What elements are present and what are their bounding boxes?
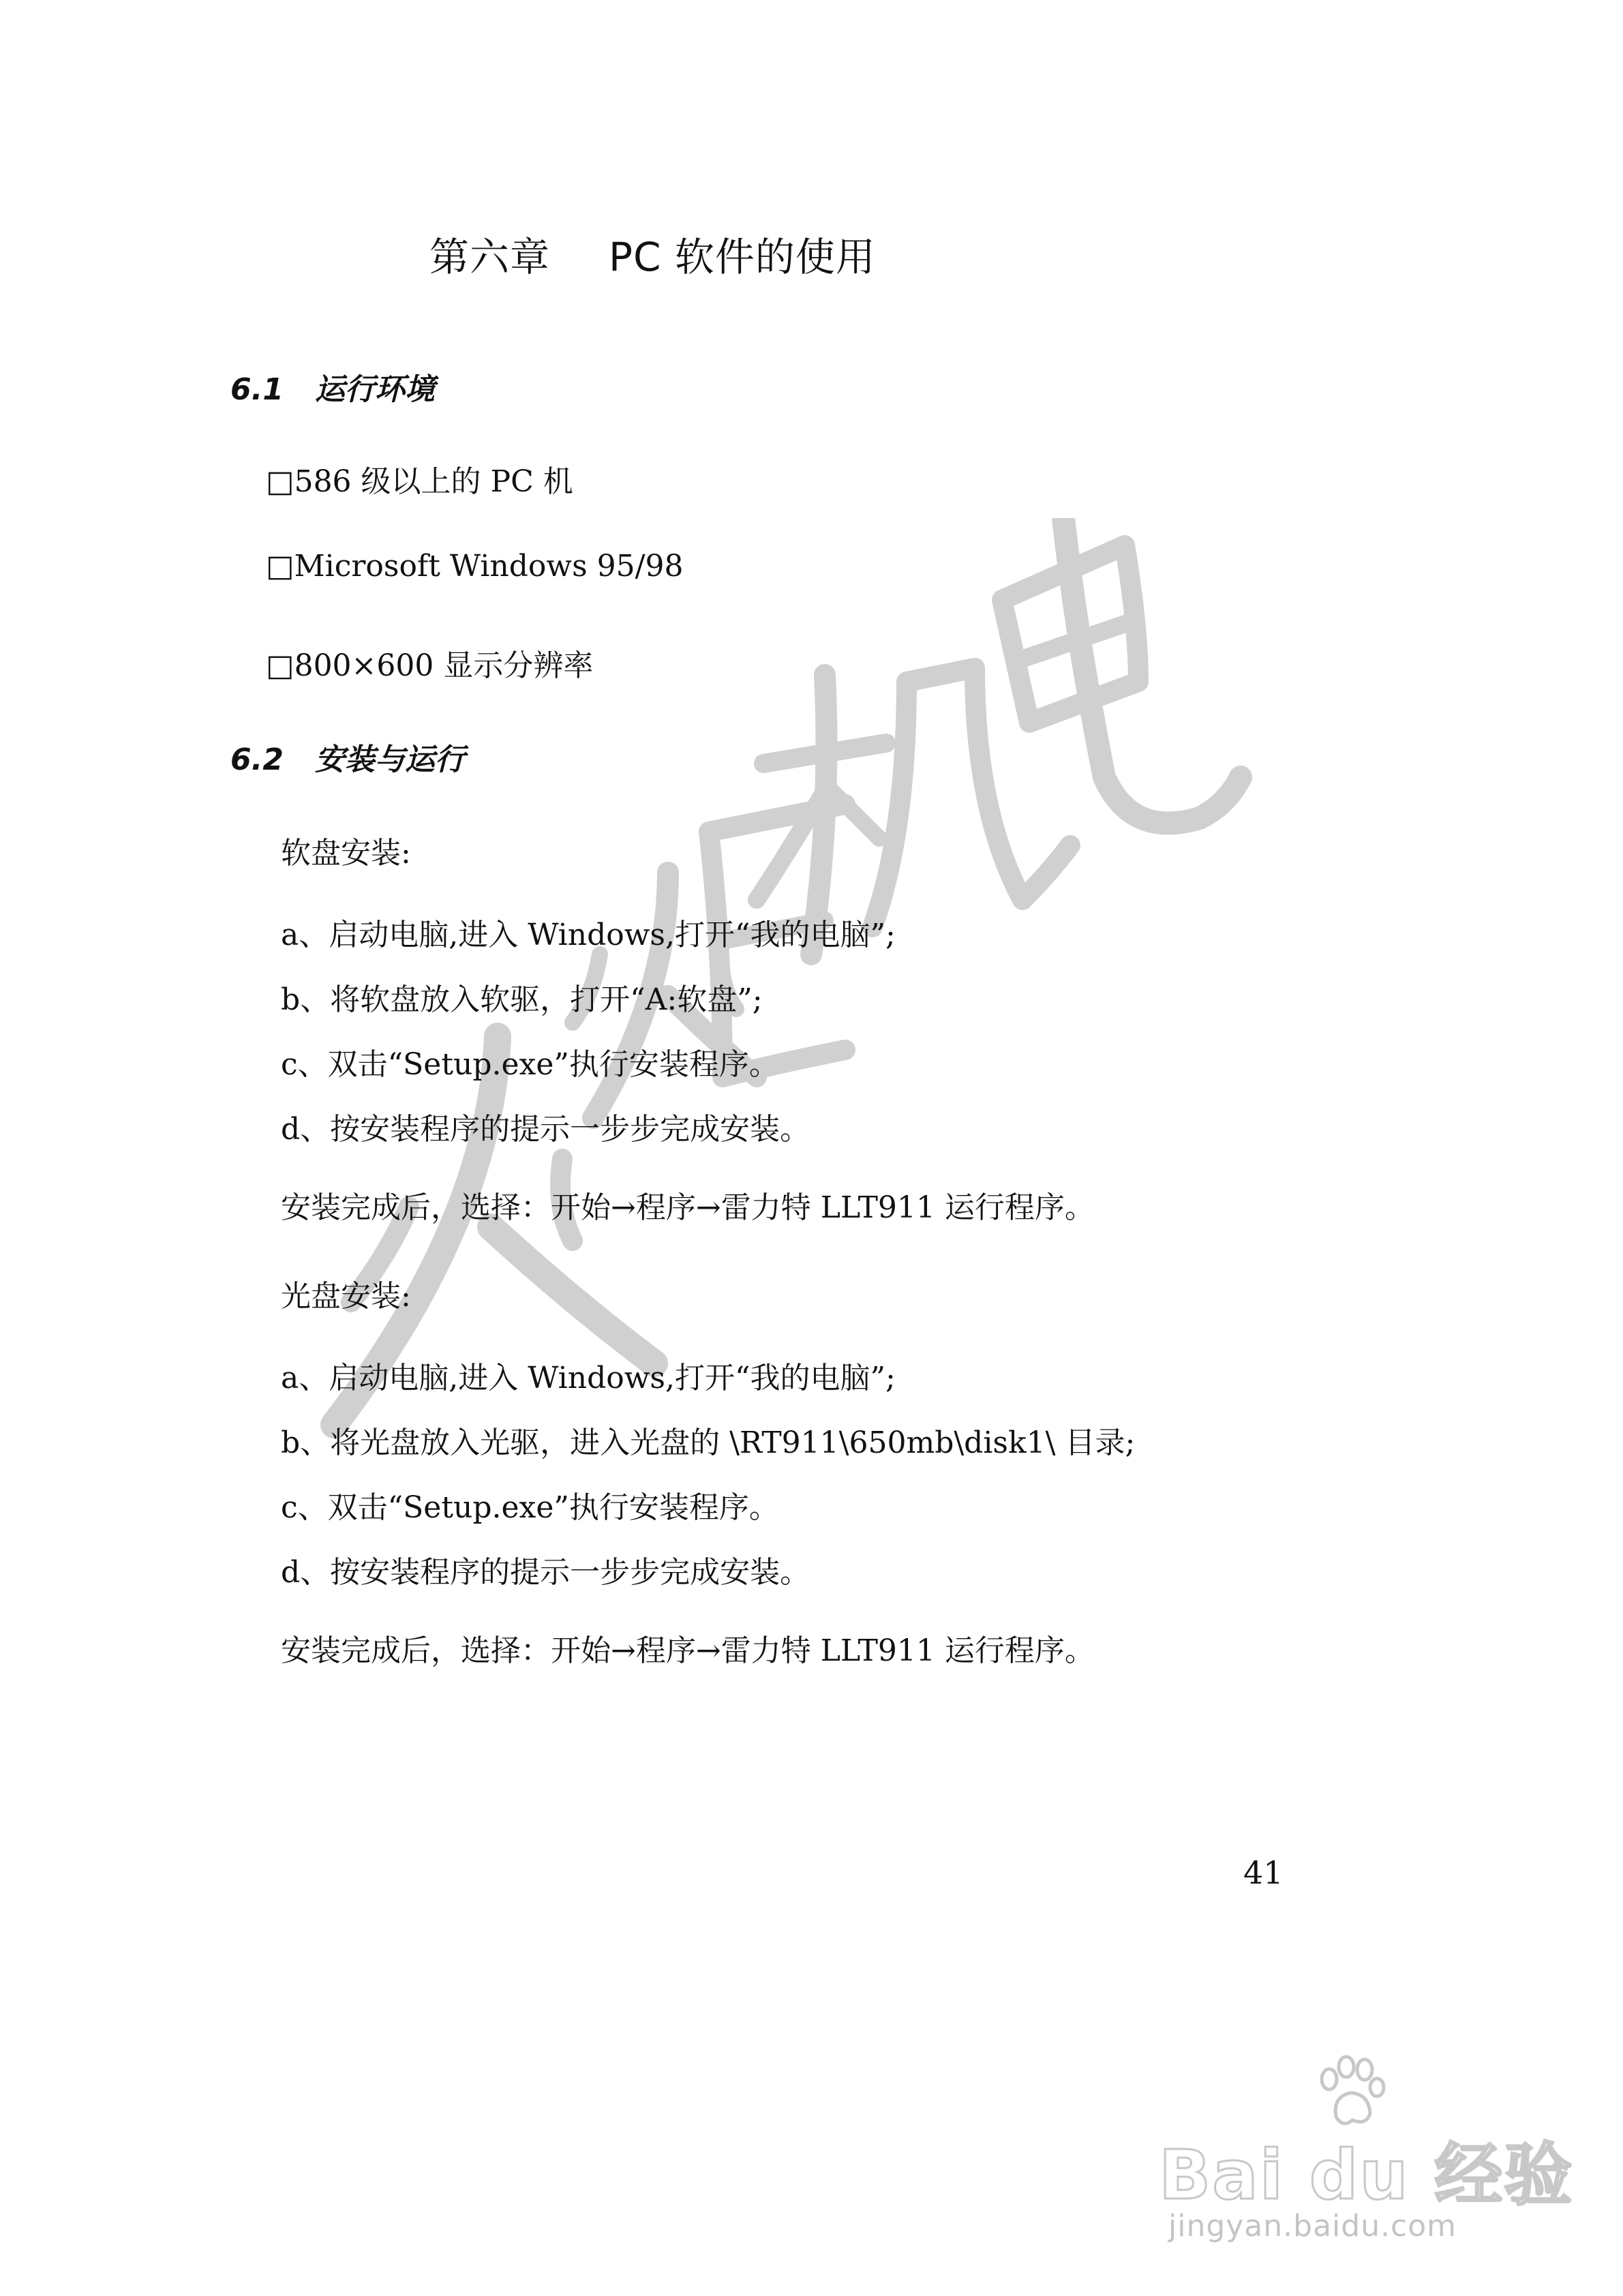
baidu-logo: Bai du 经验 <box>1159 2135 1574 2215</box>
chapter-title-text: PC 软件的使用 <box>609 234 876 280</box>
requirement-item: □586 级以上的 PC 机 <box>266 464 573 499</box>
section-heading-6-2 <box>230 735 465 779</box>
floppy-step: a、启动电脑,进入 Windows,打开“我的电脑”; <box>281 918 896 952</box>
chapter-title <box>429 225 876 282</box>
cdrom-step: a、启动电脑,进入 Windows,打开“我的电脑”; <box>281 1361 896 1395</box>
floppy-step: c、双击“Setup.exe”执行安装程序。 <box>281 1047 779 1082</box>
floppy-after-install: 安装完成后，选择：开始→程序→雷力特 LLT911 运行程序。 <box>281 1190 1095 1225</box>
floppy-step: d、按安装程序的提示一步步完成安装。 <box>281 1112 810 1147</box>
floppy-step: b、将软盘放入软驱，打开“A:软盘”; <box>281 982 763 1017</box>
requirement-item: □Microsoft Windows 95/98 <box>266 549 684 584</box>
section-title: 运行环境 <box>314 372 435 407</box>
cdrom-step: c、双击“Setup.exe”执行安装程序。 <box>281 1490 779 1525</box>
baidu-watermark <box>1152 2052 1574 2256</box>
baidu-url: jingyan.baidu.com <box>1168 2209 1457 2244</box>
cdrom-after-install: 安装完成后，选择：开始→程序→雷力特 LLT911 运行程序。 <box>281 1633 1095 1668</box>
page-number: 41 <box>1243 1854 1284 1891</box>
chapter-number: 第六章 <box>429 234 551 280</box>
floppy-install-heading: 软盘安装: <box>281 836 411 871</box>
cdrom-step: b、将光盘放入光驱，进入光盘的 \RT911\650mb\disk1\ 目录; <box>281 1425 1136 1460</box>
requirement-item: □800×600 显示分辨率 <box>266 648 594 683</box>
section-number: 6.1 <box>230 372 284 407</box>
section-number: 6.2 <box>230 742 284 777</box>
cdrom-install-heading: 光盘安装: <box>281 1279 411 1314</box>
cdrom-step: d、按安装程序的提示一步步完成安装。 <box>281 1555 810 1590</box>
section-title: 安装与运行 <box>314 742 465 777</box>
section-heading-6-1 <box>230 365 435 408</box>
